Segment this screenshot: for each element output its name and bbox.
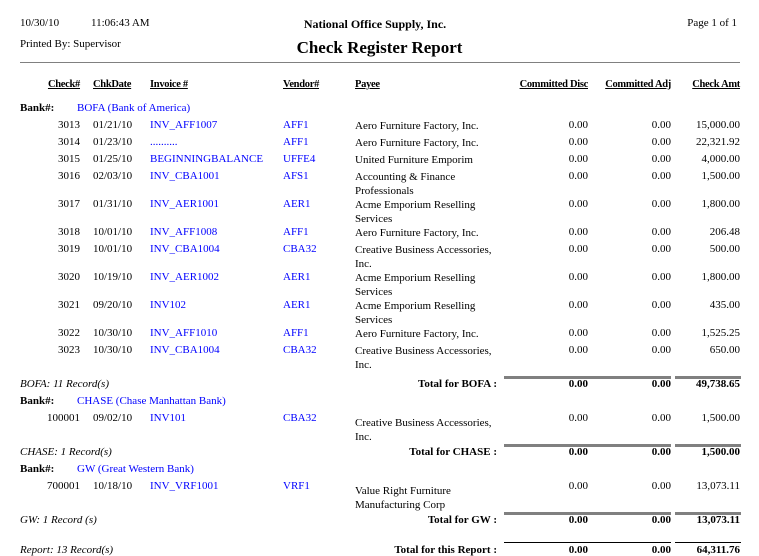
cell-adj: 0.00 [651, 299, 671, 311]
bank-name[interactable]: GW (Great Western Bank) [77, 463, 194, 475]
cell-date: 02/03/10 [93, 170, 133, 182]
cell-disc: 0.00 [568, 271, 588, 283]
cell-payee: Aero Furniture Factory, Inc. [355, 328, 479, 340]
record-count: GW: 1 Record (s) [20, 514, 97, 526]
cell-adj: 0.00 [651, 327, 671, 339]
cell-adj: 0.00 [651, 136, 671, 148]
cell-adj: 0.00 [651, 271, 671, 283]
column-header-vendor: Vendor# [283, 79, 320, 90]
cell-vendor[interactable]: AER1 [283, 198, 311, 210]
cell-adj: 0.00 [651, 153, 671, 165]
cell-vendor[interactable]: VRF1 [283, 480, 310, 492]
cell-check: 3020 [58, 271, 80, 283]
cell-disc: 0.00 [568, 480, 588, 492]
printed-by: Printed By: Supervisor [20, 38, 121, 50]
cell-payee: Accounting & Finance Professionals [355, 171, 456, 197]
report-total-disc: 0.00 [568, 544, 588, 556]
cell-invoice[interactable]: INV_CBA1004 [150, 243, 220, 255]
cell-payee: Value Right Furniture Manufacturing Corp [355, 485, 451, 511]
total-amt: 1,500.00 [701, 446, 740, 458]
cell-check: 3014 [58, 136, 80, 148]
total-adj: 0.00 [651, 514, 671, 526]
bank-label: Bank#: [20, 463, 55, 475]
total-disc: 0.00 [568, 446, 588, 458]
cell-date: 01/31/10 [93, 198, 133, 210]
column-header-committed-adj: Committed Adj [605, 79, 671, 90]
report-total-rule [588, 542, 671, 543]
total-label: Total for BOFA : [418, 378, 497, 390]
cell-invoice[interactable]: INV_CBA1004 [150, 344, 220, 356]
cell-payee: Creative Business Accessories, Inc. [355, 244, 492, 270]
report-title: Check Register Report [296, 38, 463, 57]
cell-disc: 0.00 [568, 344, 588, 356]
cell-date: 10/01/10 [93, 226, 133, 238]
cell-amt: 206.48 [709, 226, 740, 238]
cell-check: 3019 [58, 243, 80, 255]
cell-adj: 0.00 [651, 344, 671, 356]
cell-adj: 0.00 [651, 198, 671, 210]
cell-date: 10/30/10 [93, 327, 133, 339]
print-time: 11:06:43 AM [91, 17, 150, 29]
bank-name[interactable]: CHASE (Chase Manhattan Bank) [77, 395, 226, 407]
cell-invoice[interactable]: INV101 [150, 412, 187, 424]
cell-date: 01/23/10 [93, 136, 133, 148]
cell-amt: 13,073.11 [696, 480, 740, 492]
bank-label: Bank#: [20, 395, 55, 407]
cell-amt: 500.00 [709, 243, 740, 255]
cell-adj: 0.00 [651, 119, 671, 131]
cell-vendor[interactable]: AFS1 [283, 170, 309, 182]
column-header-invoice: Invoice # [150, 79, 188, 90]
cell-check: 3018 [58, 226, 80, 238]
cell-disc: 0.00 [568, 198, 588, 210]
cell-payee: United Furniture Emporim [355, 154, 473, 166]
cell-adj: 0.00 [651, 170, 671, 182]
record-count: BOFA: 11 Record(s) [20, 378, 109, 390]
cell-payee: Acme Emporium Reselling Services [355, 199, 476, 225]
page-number: Page 1 of 1 [687, 17, 737, 29]
cell-date: 01/25/10 [93, 153, 133, 165]
cell-invoice[interactable]: INV_AER1001 [150, 198, 220, 210]
cell-invoice[interactable]: INV_AFF1007 [150, 119, 218, 131]
company-name: National Office Supply, Inc. [303, 17, 447, 31]
cell-check: 3015 [58, 153, 80, 165]
total-label: Total for CHASE : [409, 446, 497, 458]
total-disc: 0.00 [568, 378, 588, 390]
cell-invoice[interactable]: INV_VRF1001 [150, 480, 219, 492]
cell-vendor[interactable]: UFFE4 [283, 153, 316, 165]
column-header-chkdate: ChkDate [93, 79, 132, 90]
cell-disc: 0.00 [568, 412, 588, 424]
cell-vendor[interactable]: AFF1 [283, 136, 309, 148]
column-header-payee: Payee [355, 79, 380, 90]
cell-disc: 0.00 [568, 327, 588, 339]
cell-amt: 1,800.00 [701, 271, 740, 283]
cell-check: 3022 [58, 327, 80, 339]
cell-adj: 0.00 [651, 480, 671, 492]
cell-vendor[interactable]: AFF1 [283, 327, 309, 339]
cell-invoice[interactable]: INV_CBA1001 [150, 170, 220, 182]
cell-date: 01/21/10 [93, 119, 133, 131]
header-divider [20, 62, 740, 63]
cell-amt: 1,525.25 [701, 327, 740, 339]
column-header-check-amt: Check Amt [692, 79, 740, 90]
cell-vendor[interactable]: AFF1 [283, 226, 309, 238]
bank-label: Bank#: [20, 102, 55, 114]
bank-name[interactable]: BOFA (Bank of America) [77, 102, 191, 114]
total-amt: 49,738.65 [696, 378, 740, 390]
cell-disc: 0.00 [568, 170, 588, 182]
cell-payee: Acme Emporium Reselling Services [355, 272, 476, 298]
cell-date: 10/01/10 [93, 243, 133, 255]
cell-payee: Aero Furniture Factory, Inc. [355, 137, 479, 149]
column-header-committed-disc: Committed Disc [519, 79, 588, 90]
cell-invoice[interactable]: INV_AER1002 [150, 271, 220, 283]
cell-adj: 0.00 [651, 243, 671, 255]
cell-amt: 4,000.00 [701, 153, 740, 165]
report-total-rule [675, 542, 741, 543]
cell-payee: Aero Furniture Factory, Inc. [355, 227, 479, 239]
cell-amt: 1,800.00 [701, 198, 740, 210]
cell-amt: 650.00 [709, 344, 740, 356]
cell-check: 3021 [58, 299, 80, 311]
cell-disc: 0.00 [568, 136, 588, 148]
cell-payee: Creative Business Accessories, Inc. [355, 345, 492, 371]
report-total-amt: 64,311.76 [696, 544, 740, 556]
cell-date: 10/18/10 [93, 480, 133, 492]
cell-amt: 1,500.00 [701, 170, 740, 182]
cell-amt: 22,321.92 [696, 136, 740, 148]
cell-date: 09/20/10 [93, 299, 133, 311]
total-amt: 13,073.11 [696, 514, 740, 526]
cell-date: 09/02/10 [93, 412, 133, 424]
cell-invoice[interactable]: INV102 [150, 299, 187, 311]
cell-payee: Aero Furniture Factory, Inc. [355, 120, 479, 132]
cell-payee: Creative Business Accessories, Inc. [355, 417, 492, 443]
cell-adj: 0.00 [651, 412, 671, 424]
cell-invoice[interactable]: .......... [150, 136, 178, 148]
cell-disc: 0.00 [568, 226, 588, 238]
column-header-check: Check# [47, 79, 80, 90]
cell-check: 3023 [58, 344, 80, 356]
cell-adj: 0.00 [651, 226, 671, 238]
total-disc: 0.00 [568, 514, 588, 526]
cell-invoice[interactable]: BEGINNINGBALANCE [150, 153, 264, 165]
total-label: Total for GW : [427, 514, 497, 526]
cell-check: 3016 [58, 170, 80, 182]
cell-disc: 0.00 [568, 153, 588, 165]
cell-invoice[interactable]: INV_AFF1010 [150, 327, 218, 339]
cell-vendor[interactable]: CBA32 [283, 412, 317, 424]
cell-disc: 0.00 [568, 243, 588, 255]
cell-invoice[interactable]: INV_AFF1008 [150, 226, 218, 238]
report-record-count: Report: 13 Record(s) [20, 544, 114, 556]
total-adj: 0.00 [651, 378, 671, 390]
cell-date: 10/30/10 [93, 344, 133, 356]
cell-check: 700001 [47, 480, 80, 492]
total-adj: 0.00 [651, 446, 671, 458]
report-total-rule [504, 542, 588, 543]
cell-amt: 15,000.00 [696, 119, 740, 131]
cell-payee: Acme Emporium Reselling Services [355, 300, 476, 326]
cell-check: 3013 [58, 119, 80, 131]
cell-disc: 0.00 [568, 119, 588, 131]
cell-vendor[interactable]: AER1 [283, 271, 311, 283]
report-total-label: Total for this Report : [394, 544, 497, 556]
cell-date: 10/19/10 [93, 271, 133, 283]
cell-vendor[interactable]: CBA32 [283, 344, 317, 356]
report-total-adj: 0.00 [651, 544, 671, 556]
cell-amt: 1,500.00 [701, 412, 740, 424]
cell-vendor[interactable]: AFF1 [283, 119, 309, 131]
cell-check: 3017 [58, 198, 80, 210]
cell-disc: 0.00 [568, 299, 588, 311]
record-count: CHASE: 1 Record(s) [20, 446, 112, 458]
cell-vendor[interactable]: AER1 [283, 299, 311, 311]
cell-amt: 435.00 [709, 299, 740, 311]
cell-check: 100001 [47, 412, 80, 424]
cell-vendor[interactable]: CBA32 [283, 243, 317, 255]
print-date: 10/30/10 [20, 17, 60, 29]
